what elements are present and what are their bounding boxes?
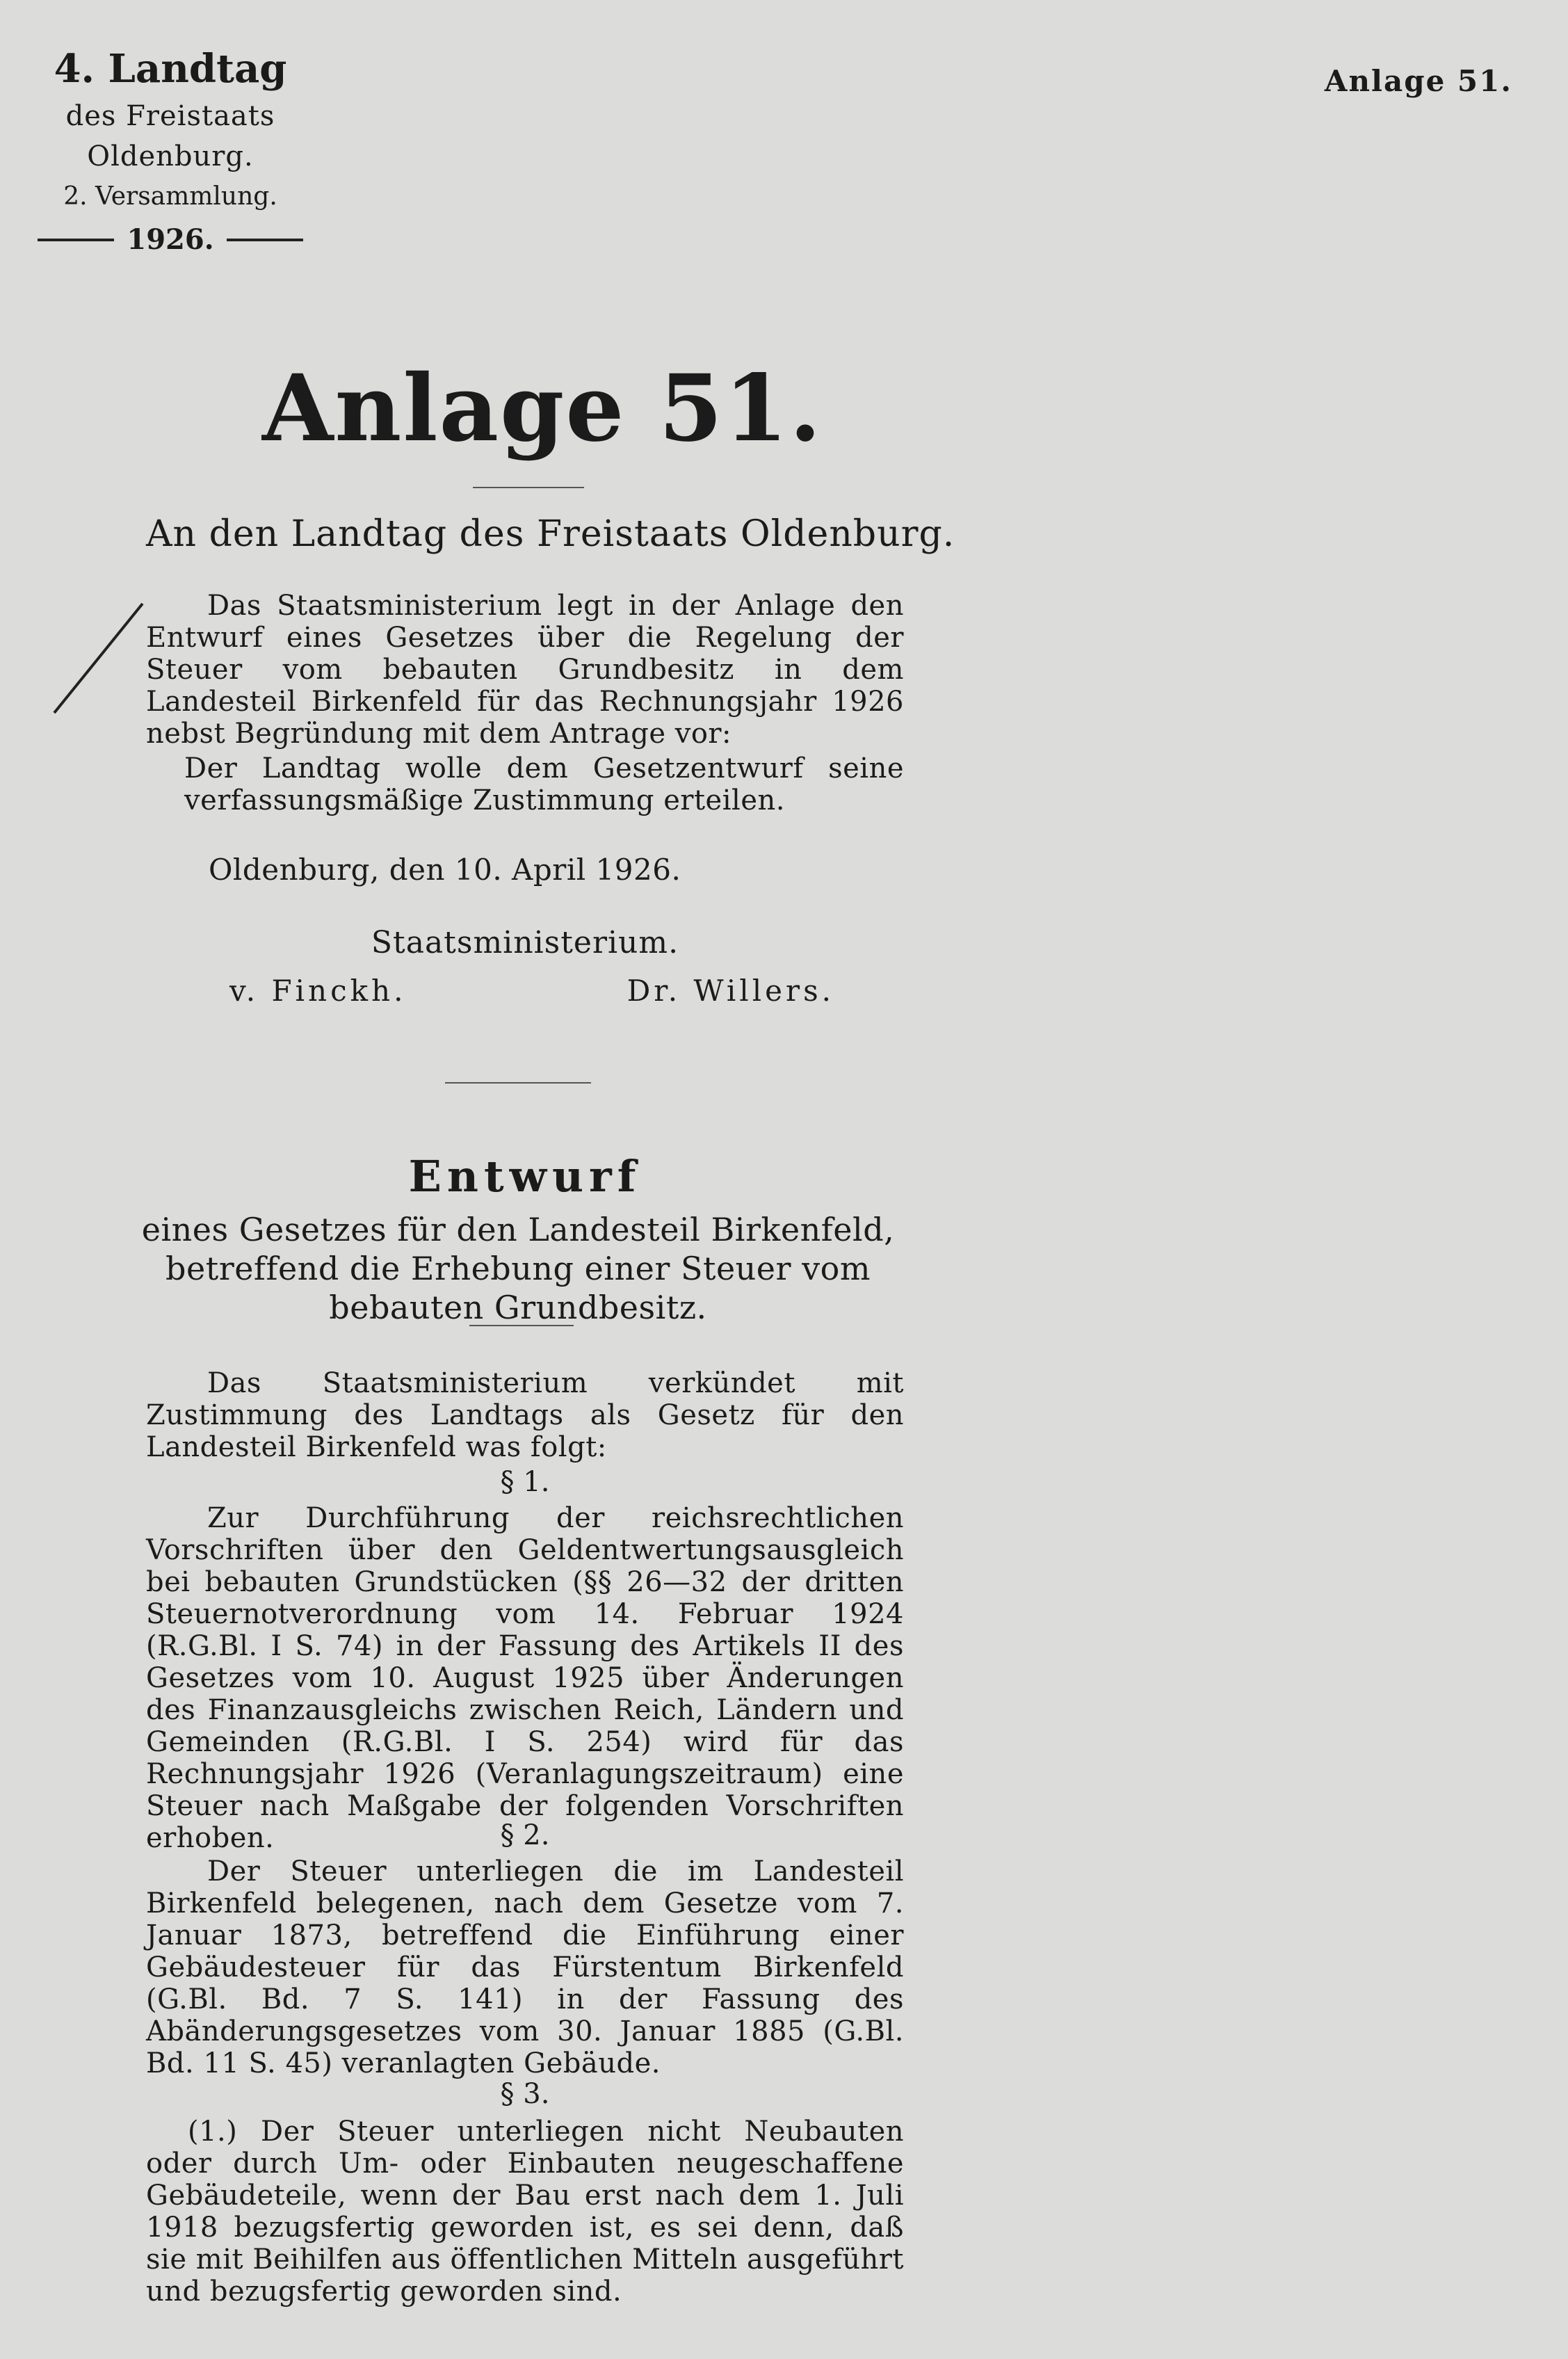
title-divider: [473, 487, 584, 488]
signatures: [229, 974, 834, 1008]
draft-subtitle: eines Gesetzes für den Landesteil Birkenfeld, betreffend die Erhebung einer Steuer vom bebauten Grundbesitz.: [141, 1211, 895, 1326]
header-block: [21, 42, 320, 263]
section-divider-1: [445, 1082, 591, 1084]
year-dash-left: [38, 239, 114, 241]
header-assembly: 2. Versammlung.: [63, 182, 277, 211]
header-annex-label: Anlage 51.: [1324, 64, 1512, 98]
addressee: An den Landtag des Freistaats Oldenburg.: [146, 513, 955, 555]
section-1-label: § 1.: [500, 1466, 550, 1498]
place-date: Oldenburg, den 10. April 1926.: [209, 853, 681, 887]
pen-stroke-mark: [49, 598, 153, 716]
section-2-text: Der Steuer unterliegen die im Landesteil Birkenfeld belegenen, nach dem Gesetze vom 7. Januar 1873, betreffend die Einführung einer Gebäudesteuer für das Fürstentum Birkenfeld (G.Bl. Bd. 7 S. 141) in der Fassung des Abänderungsgesetzes vom 30. Januar 1885 (G.Bl. Bd. 11 S. 45) veranlagten Gebäude.: [146, 1855, 904, 2079]
section-1-text: Zur Durchführung der reichsrechtlichen Vorschriften über den Geldentwertungsausgleich bei bebauten Grundstücken (§§ 26—32 der dritten Steuernotverordnung vom 14. Februar 1924 (R.G.Bl. I S. 74) in der Fassung des Artikels II des Gesetzes vom 10. August 1925 über Änderungen des Finanzausgleichs zwischen Reich, Ländern und Gemeinden (R.G.Bl. I S. 254) wird für das Rechnungsjahr 1926 (Veranlagungszeitraum) eine Steuer nach Maßgabe der folgenden Vorschriften erhoben.: [146, 1502, 904, 1854]
header-state: des Freistaats Oldenburg.: [65, 100, 275, 172]
authority: Staatsministerium.: [371, 925, 679, 960]
letter-body: Das Staatsministerium legt in der Anlage den Entwurf eines Gesetzes über die Regelung der Steuer vom bebauten Grundbesitz in dem Landesteil Birkenfeld für das Rechnungsjahr 1926 nebst Begründung mit dem Antrage vor:: [146, 590, 904, 750]
header-parliament-number: 4. Landtag: [54, 46, 287, 92]
letter-motion: Der Landtag wolle dem Gesetzentwurf seine verfassungsmäßige Zustimmung erteilen.: [184, 752, 904, 816]
page-title: Anlage 51.: [262, 355, 823, 462]
header-year-row: [21, 217, 320, 263]
draft-heading: Entwurf: [408, 1151, 642, 1202]
header-year: 1926.: [127, 223, 214, 256]
signatory-1: v. Finckh.: [229, 974, 407, 1008]
draft-preamble: Das Staatsministerium verkündet mit Zustimmung des Landtags als Gesetz für den Landesteil Birkenfeld was folgt:: [146, 1367, 904, 1463]
section-3-label: § 3.: [500, 2078, 550, 2110]
section-divider-2: [469, 1325, 574, 1326]
year-dash-right: [227, 239, 303, 241]
section-2-label: § 2.: [500, 1819, 550, 1851]
section-3-text: (1.) Der Steuer unterliegen nicht Neubauten oder durch Um- oder Einbauten neugeschaffene Gebäudeteile, wenn der Bau erst nach dem 1. Juli 1918 bezugsfertig geworden ist, es sei denn, daß sie mit Beihilfen aus öffentlichen Mitteln ausgeführt und bezugsfertig geworden sind.: [146, 2116, 904, 2308]
signatory-2: Dr. Willers.: [627, 974, 834, 1008]
